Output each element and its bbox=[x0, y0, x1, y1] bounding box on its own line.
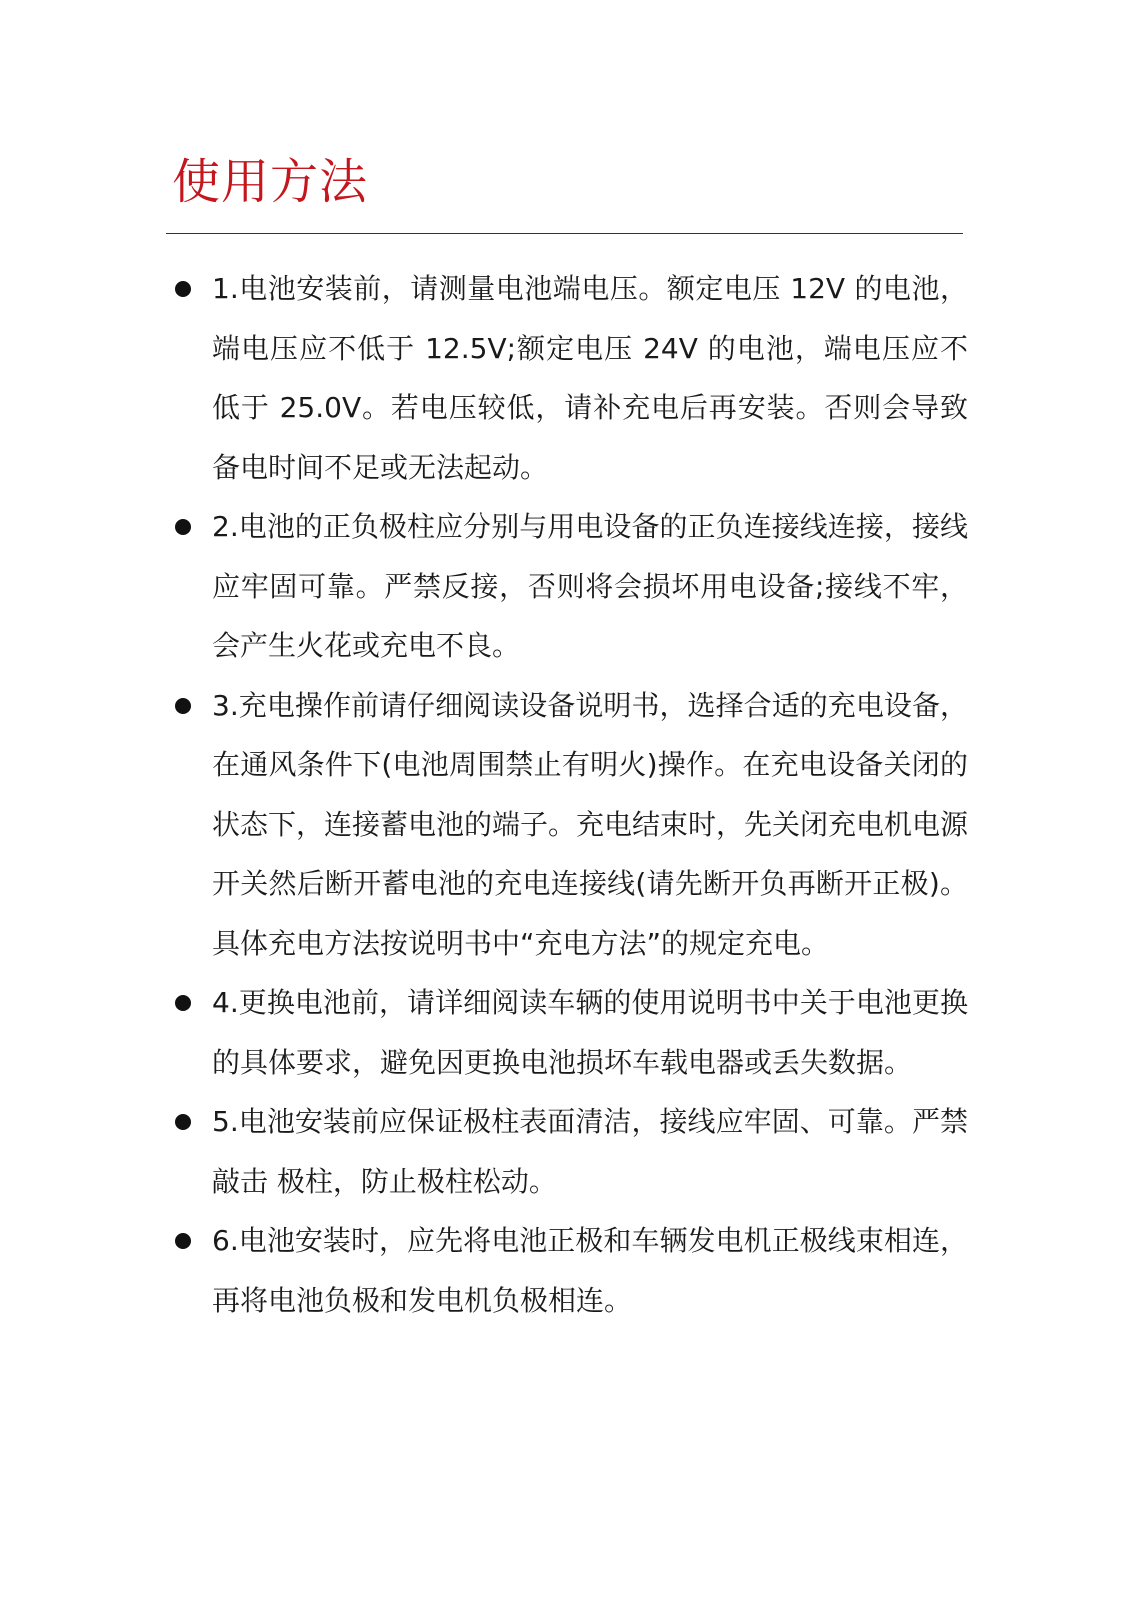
page-title: 使用方法 bbox=[172, 154, 369, 210]
list-item bbox=[172, 973, 968, 1092]
bullet-dot-icon bbox=[175, 1114, 191, 1130]
title-divider bbox=[166, 233, 963, 234]
bullet-dot-icon bbox=[175, 281, 191, 297]
list-item-text: 2.电池的正负极柱应分别与用电设备的正负连接线连接，接线应牢固可靠。严禁反接，否则将会损坏用电设备;接线不牢，会产生火花或充电不良。 bbox=[212, 510, 968, 662]
list-item-text: 3.充电操作前请仔细阅读设备说明书，选择合适的充电设备，在通风条件下(电池周围禁止有明火)操作。在充电设备关闭的状态下，连接蓄电池的端子。充电结束时，先关闭充电机电源开关然后断开蓄电池的充电连接线(请先断开负再断开正极)。具体充电方法按说明书中“充电方法”的规定充电。 bbox=[212, 688, 969, 960]
list-item bbox=[172, 1092, 968, 1211]
list-item-text: 4.更换电池前，请详细阅读车辆的使用说明书中关于电池更换的具体要求，避免因更换电池损坏车载电器或丢失数据。 bbox=[212, 986, 968, 1079]
bullet-dot-icon bbox=[175, 698, 191, 714]
list-item bbox=[172, 676, 968, 974]
bullet-dot-icon bbox=[175, 519, 191, 535]
list-item-text: 1.电池安装前，请测量电池端电压。额定电压 12V 的电池，端电压应不低于 12.5V;额定电压 24V 的电池，端电压应不低于 25.0V。若电压较低，请补充电后再安装。否则会导致备电时间不足或无法起动。 bbox=[212, 272, 968, 484]
list-item bbox=[172, 1211, 968, 1330]
list-item bbox=[172, 259, 968, 497]
list-item-text: 5.电池安装前应保证极柱表面清洁，接线应牢固、可靠。严禁敲击 极柱，防止极柱松动。 bbox=[212, 1105, 968, 1198]
list-item-text: 6.电池安装时，应先将电池正极和车辆发电机正极线束相连，再将电池负极和发电机负极相连。 bbox=[212, 1224, 968, 1317]
bullet-dot-icon bbox=[175, 1233, 191, 1249]
list-item bbox=[172, 497, 968, 676]
instruction-list bbox=[172, 259, 968, 1330]
bullet-dot-icon bbox=[175, 995, 191, 1011]
